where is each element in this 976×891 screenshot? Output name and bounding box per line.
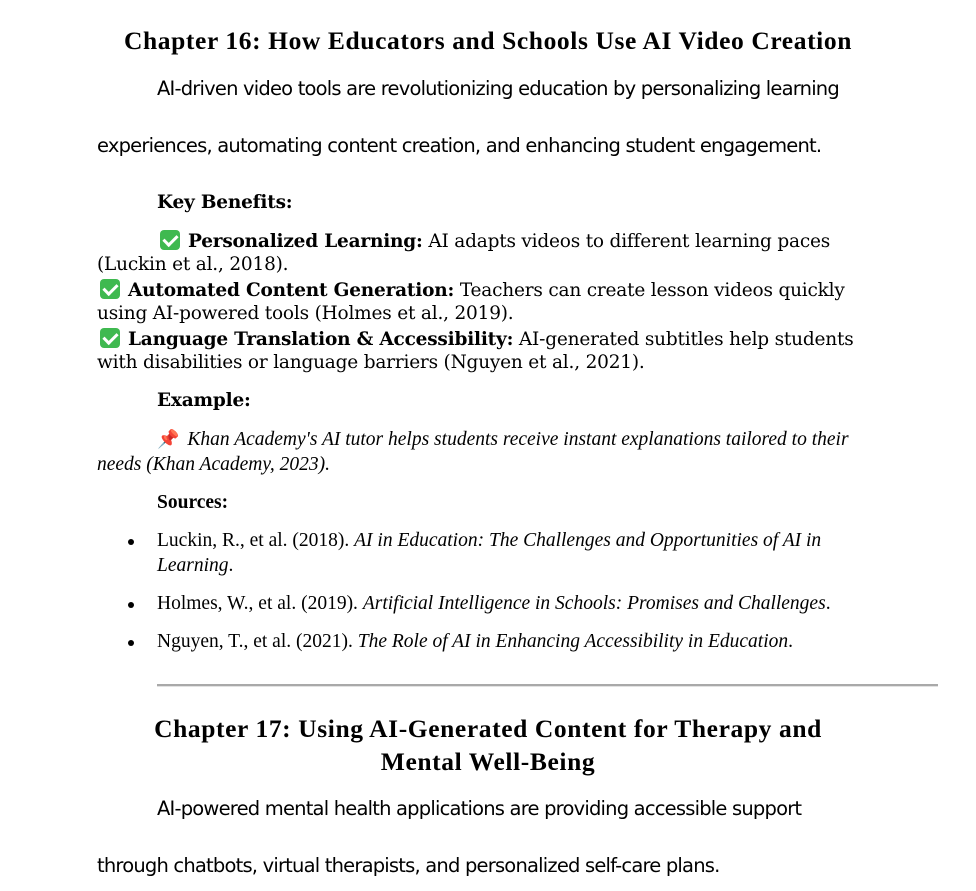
source-author: Nguyen, T., et al. (2021).: [157, 631, 353, 652]
source-item-continued: [157, 555, 233, 577]
list-bullet: [128, 539, 134, 545]
source-author: Luckin, R., et al. (2018).: [157, 530, 350, 551]
benefit-label: Automated Content Generation:: [128, 280, 455, 301]
benefit-text: Teachers can create lesson videos quickly: [459, 280, 845, 301]
benefit-item: [100, 328, 854, 350]
key-benefits-heading: Key Benefits:: [157, 192, 293, 213]
source-end: .: [228, 555, 234, 576]
check-mark-icon: [160, 230, 180, 250]
example-heading: Example:: [157, 390, 251, 411]
source-item: [157, 631, 793, 653]
section-divider: [157, 684, 938, 687]
source-title: Artificial Intelligence in Schools: Promises and Challenges: [362, 593, 826, 614]
list-bullet: [128, 602, 134, 608]
example-text: Khan Academy's AI tutor helps students receive instant explanations tailored to their: [187, 429, 849, 450]
source-title: AI in Education: The Challenges and Opportunities of AI in: [354, 530, 822, 551]
source-item: [157, 593, 831, 615]
chapter-17-intro-line-2: through chatbots, virtual therapists, and personalized self-care plans.: [97, 854, 720, 877]
benefit-label: Personalized Learning:: [188, 231, 423, 252]
chapter-17-intro-line-1: AI-powered mental health applications are providing accessible support: [157, 797, 802, 820]
source-author: Holmes, W., et al. (2019).: [157, 593, 358, 614]
example-line-2: needs (Khan Academy, 2023).: [97, 454, 331, 475]
pushpin-icon: 📌: [157, 429, 180, 449]
chapter-16-intro-line-2: experiences, automating content creation, and enhancing student engagement.: [97, 134, 822, 157]
source-title: The Role of AI in Enhancing Accessibility in Education: [357, 631, 789, 652]
chapter-16-intro-line-1: AI-driven video tools are revolutionizing education by personalizing learning: [157, 77, 839, 100]
benefit-text: AI-generated subtitles help students: [518, 329, 854, 350]
benefit-item: [160, 230, 830, 252]
example-line-1: [157, 429, 849, 451]
benefit-text-continued: with disabilities or language barriers (Nguyen et al., 2021).: [97, 352, 645, 373]
source-item: [157, 530, 821, 552]
chapter-16-title: Chapter 16: How Educators and Schools Use AI Video Creation: [124, 26, 852, 55]
check-mark-icon: [100, 328, 120, 348]
benefit-item: [100, 279, 845, 301]
chapter-17-title-line-2: Mental Well-Being: [380, 747, 596, 776]
benefit-label: Language Translation & Accessibility:: [128, 329, 514, 350]
source-title: Learning: [157, 555, 229, 576]
benefit-text-continued: (Luckin et al., 2018).: [97, 254, 289, 275]
benefit-text-continued: using AI-powered tools (Holmes et al., 2019).: [97, 303, 514, 324]
check-mark-icon: [100, 279, 120, 299]
list-bullet: [128, 640, 134, 646]
source-end: .: [825, 593, 831, 614]
chapter-17-title-line-1: Chapter 17: Using AI-Generated Content for Therapy and: [154, 714, 822, 743]
sources-heading: Sources:: [157, 492, 229, 513]
source-end: .: [788, 631, 793, 652]
benefit-text: AI adapts videos to different learning paces: [428, 231, 831, 252]
